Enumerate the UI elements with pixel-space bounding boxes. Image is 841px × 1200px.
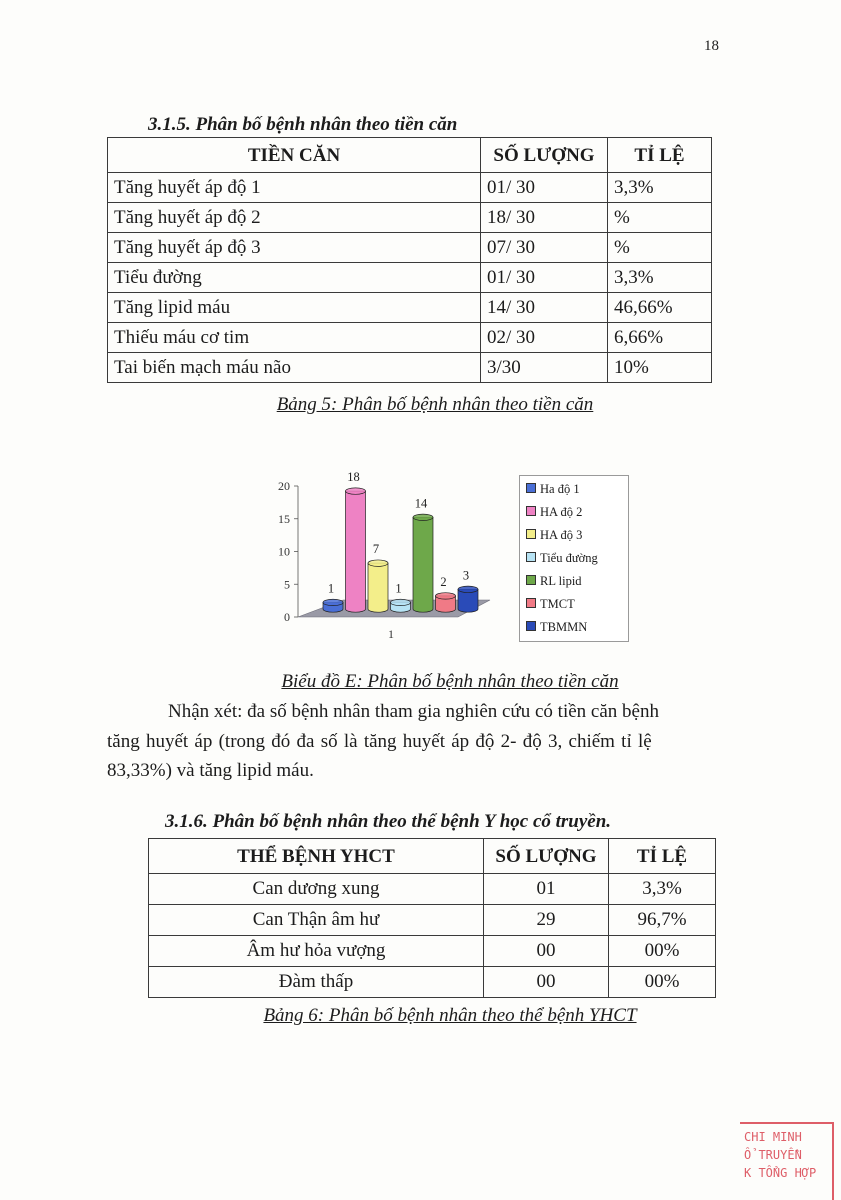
data-label: 1 — [327, 581, 335, 596]
y-tick-label: 5 — [284, 577, 290, 592]
cell-name: Tăng lipid máu — [108, 293, 481, 323]
cell-rate: 96,7% — [609, 905, 716, 936]
legend-item — [526, 574, 582, 588]
cell-rate: % — [608, 233, 712, 263]
remark-line-3: 83,33%) và tăng lipid máu. — [107, 760, 314, 781]
stamp-line: CHI MINH — [744, 1130, 802, 1144]
cell-rate: 00% — [609, 936, 716, 967]
bar-body — [413, 517, 433, 612]
data-label: 14 — [414, 496, 428, 511]
cell-count: 07/ 30 — [481, 233, 608, 263]
legend-item — [526, 482, 580, 496]
table-row — [108, 173, 712, 203]
table-medical-history — [107, 137, 712, 383]
cell-count: 01/ 30 — [481, 263, 608, 293]
legend-swatch-icon — [526, 621, 536, 631]
y-tick-label: 15 — [278, 511, 290, 526]
remark-line-2: tăng huyết áp (trong đó đa số là tăng huyết áp độ 2- độ 3, chiếm tỉ lệ — [107, 731, 652, 752]
cell-count: 00 — [484, 936, 609, 967]
legend-swatch-icon — [526, 552, 536, 562]
table-row — [108, 233, 712, 263]
bar-rl-lipid — [413, 514, 433, 612]
bar-body — [346, 491, 366, 612]
bar-top — [368, 560, 388, 566]
bar-ha-độ-2 — [346, 488, 366, 612]
cell-count: 14/ 30 — [481, 293, 608, 323]
remark-line-1: Nhận xét: đa số bệnh nhân tham gia nghiên cứu có tiền căn bệnh — [168, 701, 659, 722]
legend-label: Tiểu đường — [540, 551, 598, 565]
table-row — [149, 936, 716, 967]
cell-count: 00 — [484, 967, 609, 998]
table-header-row — [149, 839, 716, 874]
data-label: 2 — [440, 574, 447, 589]
bar-top — [391, 599, 411, 605]
legend-swatch-icon — [526, 506, 536, 516]
legend-label: TMCT — [540, 597, 575, 611]
header-so-luong: SỐ LƯỢNG — [481, 138, 608, 173]
legend-item — [526, 551, 598, 565]
bar-tbmmn — [458, 586, 478, 612]
legend-swatch-icon — [526, 575, 536, 585]
x-tick-label: 1 — [388, 627, 394, 641]
cell-count: 01/ 30 — [481, 173, 608, 203]
table-row — [108, 263, 712, 293]
chart-caption: Biểu đồ E: Phân bố bệnh nhân theo tiền căn — [281, 671, 619, 692]
table-5-caption: Bảng 5: Phân bố bệnh nhân theo tiền căn — [276, 394, 594, 415]
cell-count: 29 — [484, 905, 609, 936]
bar-top — [413, 514, 433, 520]
header-ti-le: TỈ LỆ — [609, 839, 716, 874]
cell-rate: 3,3% — [609, 874, 716, 905]
cell-rate: 3,3% — [608, 263, 712, 293]
cell-count: 18/ 30 — [481, 203, 608, 233]
cell-name: Can dương xung — [149, 874, 484, 905]
legend-label: HA độ 3 — [540, 528, 583, 542]
header-tien-can: TIỀN CĂN — [108, 138, 481, 173]
legend-label: RL lipid — [540, 574, 582, 588]
page-number: 18 — [704, 38, 719, 54]
cell-name: Tăng huyết áp độ 3 — [108, 233, 481, 263]
table-row — [108, 203, 712, 233]
table-row — [108, 293, 712, 323]
table-row — [108, 353, 712, 383]
cell-rate: 00% — [609, 967, 716, 998]
cell-rate: 10% — [608, 353, 712, 383]
legend-item — [526, 505, 582, 519]
cell-name: Tăng huyết áp độ 1 — [108, 173, 481, 203]
cell-rate: 6,66% — [608, 323, 712, 353]
data-label: 1 — [395, 581, 402, 596]
stamp-line: K TỔNG HỢP — [744, 1166, 817, 1180]
legend-label: Ha độ 1 — [540, 482, 580, 496]
y-tick-label: 20 — [278, 479, 290, 493]
header-the-benh: THỂ BỆNH YHCT — [149, 839, 484, 874]
y-tick-label: 10 — [278, 544, 290, 559]
table-row — [108, 323, 712, 353]
table-6-caption: Bảng 6: Phân bố bệnh nhân theo thể bệnh YHCT — [263, 1005, 637, 1026]
table-header-row — [108, 138, 712, 173]
table-yhct-type — [148, 838, 716, 998]
cell-name: Tăng huyết áp độ 2 — [108, 203, 481, 233]
legend-swatch-icon — [526, 598, 536, 608]
section-heading-3-1-5: 3.1.5. Phân bố bệnh nhân theo tiền căn — [148, 114, 458, 135]
cell-count: 01 — [484, 874, 609, 905]
cell-count: 02/ 30 — [481, 323, 608, 353]
cell-name: Âm hư hỏa vượng — [149, 936, 484, 967]
legend-swatch-icon — [526, 483, 536, 493]
bar-ha-độ-3 — [368, 560, 388, 612]
data-label: 7 — [372, 542, 380, 557]
section-heading-3-1-6: 3.1.6. Phân bố bệnh nhân theo thể bệnh Y học cổ truyền. — [165, 811, 612, 832]
stamp-line: Ổ TRUYỀN — [744, 1148, 802, 1162]
legend-label: HA độ 2 — [540, 505, 583, 519]
cell-name: Thiếu máu cơ tim — [108, 323, 481, 353]
cell-rate: 3,3% — [608, 173, 712, 203]
red-stamp — [740, 1122, 834, 1200]
bar-top — [458, 586, 478, 592]
cell-name: Tai biến mạch máu não — [108, 353, 481, 383]
bar-tmct — [436, 593, 456, 613]
data-label: 3 — [462, 568, 470, 583]
legend-item — [526, 597, 575, 611]
bar-top — [346, 488, 366, 494]
bar-body — [368, 563, 388, 612]
bar-ha-độ-1 — [323, 599, 343, 612]
cell-rate: 46,66% — [608, 293, 712, 323]
bar-top — [323, 599, 343, 605]
data-label: 18 — [347, 470, 360, 485]
cell-rate: % — [608, 203, 712, 233]
cell-count: 3/30 — [481, 353, 608, 383]
table-row — [149, 874, 716, 905]
bar-top — [436, 593, 456, 599]
legend-swatch-icon — [526, 529, 536, 539]
table-row — [149, 967, 716, 998]
legend-label: TBMMN — [540, 620, 588, 634]
legend-item — [526, 528, 582, 542]
table-row — [149, 905, 716, 936]
chart-legend — [519, 475, 629, 642]
cell-name: Tiểu đường — [108, 263, 481, 293]
header-ti-le: TỈ LỆ — [608, 138, 712, 173]
cell-name: Can Thận âm hư — [149, 905, 484, 936]
y-tick-label: 0 — [284, 610, 290, 624]
cell-name: Đàm thấp — [149, 967, 484, 998]
bar-tiểu-đường — [391, 599, 411, 612]
legend-item — [526, 620, 587, 634]
header-so-luong: SỐ LƯỢNG — [484, 839, 609, 874]
